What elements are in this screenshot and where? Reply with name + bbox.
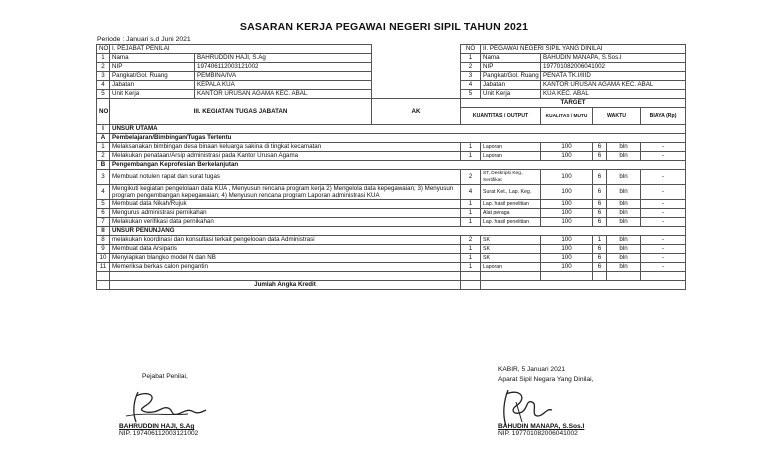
dinilai-unit-kerja: KUA KEC. ABAL [541, 90, 686, 99]
document-title: SASARAN KERJA PEGAWAI NEGERI SIPIL TAHUN 2021 [239, 21, 529, 33]
identity-header-row [97, 45, 686, 54]
dinilai-role: Aparat Sipil Negara Yang Dinilai, [498, 376, 594, 383]
penilai-pangkat: PEMBINA/IVA [195, 72, 372, 81]
table-row: 4 Mengikuti kegiatan pengelolaan data KUA , Menyusun rencana program kerja 2) Mengelola data kepegawaian; 3) Menyusun program pengembangan kepegawaian; 4) Menyusun rencana program Laporan administrasi KUA 4 Surat Ket., Lap. Keg. 100 6 bln - [97, 185, 686, 200]
kegiatan-header-row [97, 99, 686, 108]
penilai-role: Pejabat Penilai, [142, 373, 188, 380]
table-row: 8 melakukan koordinasi dan konsultasi terkait pengelooan data Administrasi 2 SK 100 1 bln - [97, 236, 686, 245]
jumlah-row [97, 281, 686, 290]
identity-row: 5 Unit Kerja KANTOR URUSAN AGAMA KEC. ABAL 5 Unit Kerja KUA KEC. ABAL [97, 90, 686, 99]
unsur-utama-label: UNSUR UTAMA [110, 125, 686, 134]
penilai-unit-kerja: KANTOR URUSAN AGAMA KEC. ABAL [195, 90, 372, 99]
skp-table [96, 44, 686, 290]
target-header: TARGET [461, 99, 686, 108]
identity-row: 2 NIP 197406112003121002 2 NIP 197701082006041002 [97, 63, 686, 72]
jumlah-angka-kredit-label: Jumlah Angka Kredit [110, 281, 461, 290]
dinilai-nip-sign: NIP. 197701082006041002 [498, 430, 578, 437]
sub-a-label: Pembelajaran/Bimbingan/Tugas Tertentu [110, 134, 686, 143]
waktu-header: WAKTU [593, 108, 641, 125]
ak-header: AK [372, 99, 461, 125]
kualitas-header: KUALITAS / MUTU [541, 108, 593, 125]
section-row: I UNSUR UTAMA [97, 125, 686, 134]
table-row: 9 Membuat data Arsiparis 1 SK 100 6 bln - [97, 245, 686, 254]
identity-row: 3 Pangkat/Gol. Ruang PEMBINA/IVA 3 Pangkat/Gol. Ruang PENATA TK.I/IIID [97, 72, 686, 81]
table-row: 6 Mengurus administrasi pernikahan 1 Alat peraga 100 6 bln - [97, 209, 686, 218]
empty-row [97, 272, 686, 281]
no-header: NO [97, 45, 110, 54]
table-row: 10 Menyiapkan blangko model N dan NB 1 SK 100 6 bln - [97, 254, 686, 263]
section-row: A Pembelajaran/Bimbingan/Tugas Tertentu [97, 134, 686, 143]
biaya-header: BIAYA (Rp) [641, 108, 686, 125]
table-row: 3 Membuat notulen rapat dan surat tugas 2 ST, Deskripsi Keg., Sertifikat 100 6 bln - [97, 170, 686, 185]
identity-row: 1 Nama BAHRUDDIN HAJI, S.Ag 1 Nama BAHUDIN MANAPA, S.Sos.I [97, 54, 686, 63]
table-row: 2 Melakukan penataan/Arsip administrasi pada Kantor Urusan Agama 1 Laporan 100 6 bln - [97, 152, 686, 161]
section-row: II UNSUR PENUNJANG [97, 227, 686, 236]
place-date: KABIR, 5 Januari 2021 [498, 366, 566, 373]
section-row: B Pengembangan Keprofesian Berkelanjutan [97, 161, 686, 170]
penilai-name: BAHRUDDIN HAJI, S.Ag [119, 423, 195, 430]
identity-row: 4 Jabatan KEPALA KUA 4 Jabatan KANTOR URUSAN AGAMA KEC. ABAL [97, 81, 686, 90]
pejabat-penilai-header: I. PEJABAT PENILAI [110, 45, 372, 54]
unsur-penunjang-label: UNSUR PENUNJANG [110, 227, 686, 236]
table-row: 5 Membuat data Nikah/Rujuk 1 Lap. hasil penelitian 100 6 bln - [97, 200, 686, 209]
penilai-signature [118, 386, 208, 426]
kuantitas-header: KUANTITAS / OUTPUT [461, 108, 541, 125]
penilai-jabatan: KEPALA KUA [195, 81, 372, 90]
dinilai-nama: BAHUDIN MANAPA, S.Sos.I [541, 54, 686, 63]
dinilai-jabatan: KANTOR URUSAN AGAMA KEC. ABAL [541, 81, 686, 90]
dinilai-pangkat: PENATA TK.I/IIID [541, 72, 686, 81]
table-row: 11 Memeriksa berkas calon pengantin 1 Laporan 100 6 bln - [97, 263, 686, 272]
dinilai-nip: 197701082006041002 [541, 63, 686, 72]
sub-b-label: Pengembangan Keprofesian Berkelanjutan [110, 161, 686, 170]
table-row: 1 Melaksanakan bimbingan desa binaan keluarga sakina di tingkat kecamatan 1 Laporan 100 6 bln - [97, 143, 686, 152]
penilai-nip: 197406112003121002 [195, 63, 372, 72]
table-row: 7 Melakukan verifikasi data pernikahan 1 Lap. hasil penelitian 100 6 bln - [97, 218, 686, 227]
penilai-nama: BAHRUDDIN HAJI, S.Ag [195, 54, 372, 63]
penilai-nip-sign: NIP. 197406112003121002 [119, 430, 199, 437]
pegawai-dinilai-header: II. PEGAWAI NEGERI SIPIL YANG DINILAI [481, 45, 686, 54]
no-header-right: NO [461, 45, 481, 54]
kegiatan-no-header: NO [97, 99, 110, 125]
dinilai-name: BAHUDIN MANAPA, S.Sos.I [498, 423, 585, 430]
periode-label: Periode : Januari s.d Juni 2021 [97, 36, 191, 43]
kegiatan-title: III. KEGIATAN TUGAS JABATAN [110, 99, 372, 125]
dinilai-signature [480, 386, 570, 428]
